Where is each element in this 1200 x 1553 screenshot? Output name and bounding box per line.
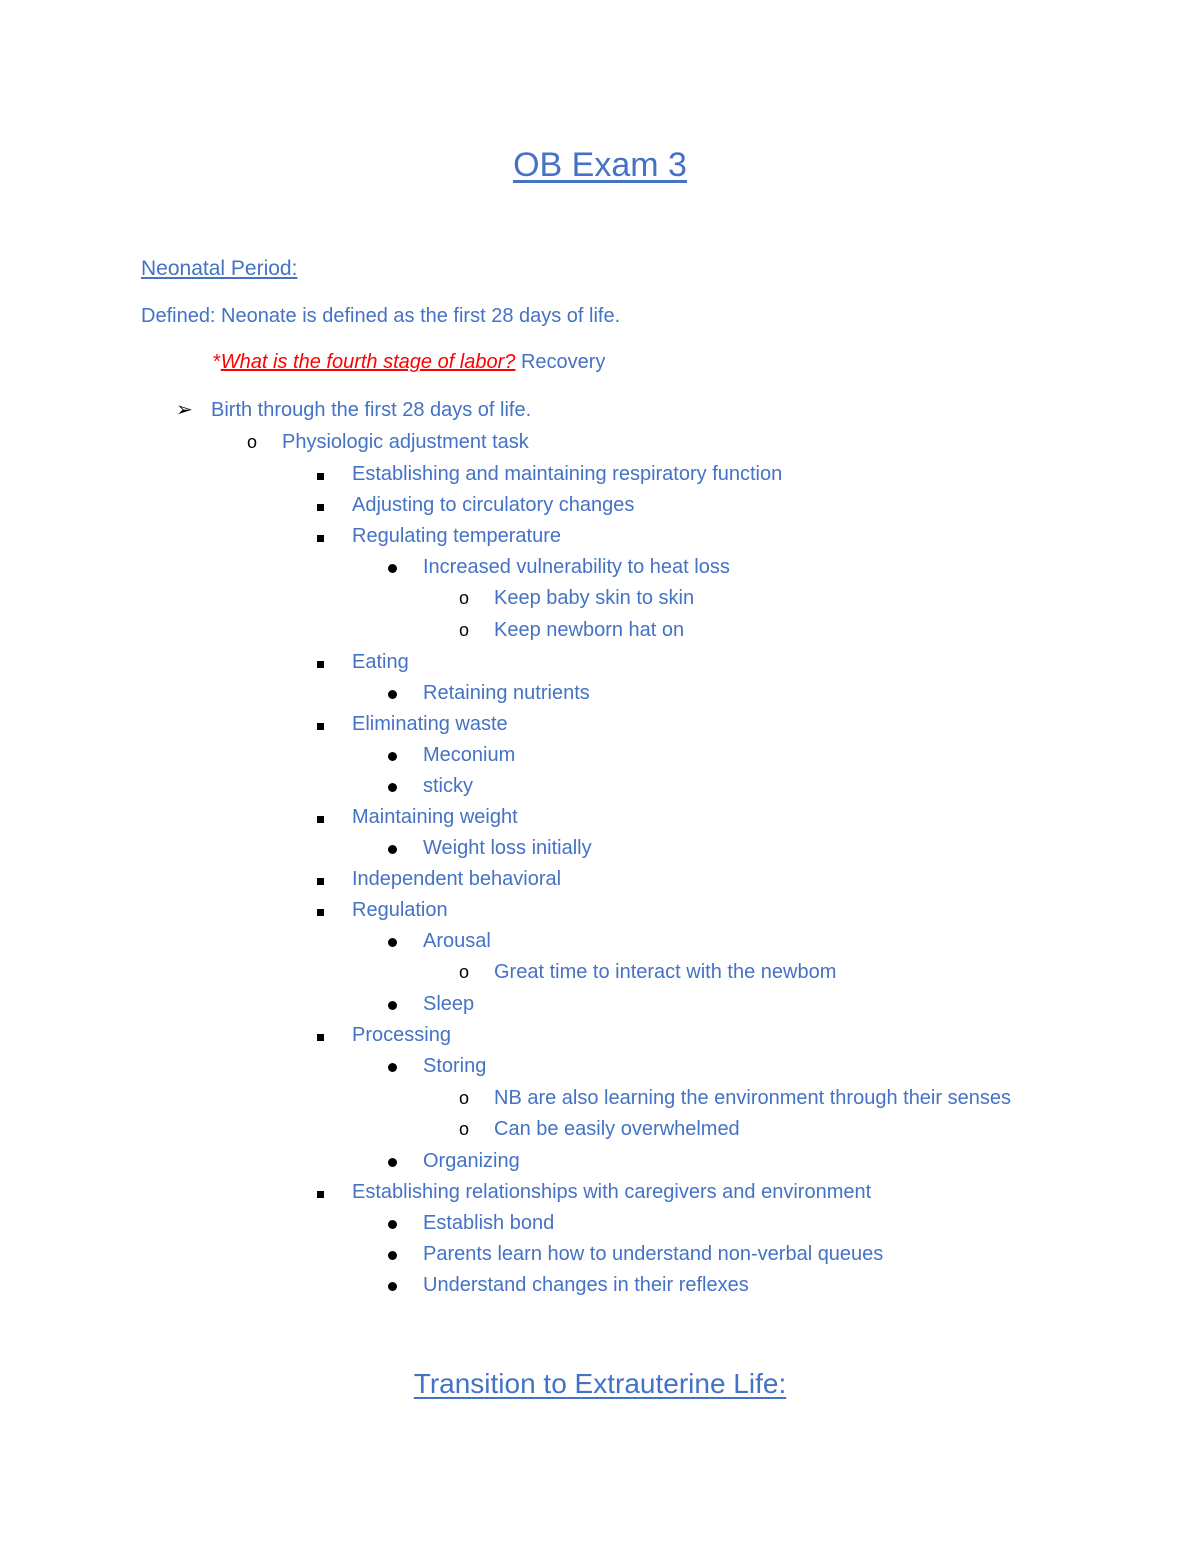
outline-item: Arousal <box>423 930 491 952</box>
outline-item: Can be easily overwhelmed <box>494 1118 740 1140</box>
square-bullet-icon <box>317 805 324 829</box>
outline-item: Eating <box>352 651 409 673</box>
outline-item: Birth through the first 28 days of life. <box>211 399 532 421</box>
square-bullet-icon <box>317 650 324 674</box>
dot-bullet-icon <box>388 929 397 953</box>
outline-item: Organizing <box>423 1150 520 1172</box>
dot-bullet-icon <box>388 1054 397 1078</box>
outline-item: Establishing and maintaining respiratory function <box>352 463 783 485</box>
outline-item: Independent behavioral <box>352 868 562 890</box>
circle-bullet-icon: o <box>459 1119 470 1139</box>
outline-item: Understand changes in their reflexes <box>423 1274 749 1296</box>
dot-bullet-icon <box>388 743 397 767</box>
page-title: OB Exam 3 <box>513 146 687 184</box>
square-bullet-icon <box>317 712 324 736</box>
outline-item: Establish bond <box>423 1212 555 1234</box>
outline-item: Regulation <box>352 899 448 921</box>
square-bullet-icon <box>317 493 324 517</box>
question-prefix: * <box>213 351 221 373</box>
circle-bullet-icon: o <box>459 588 470 608</box>
outline-item: Weight loss initially <box>423 837 592 859</box>
circle-bullet-icon: o <box>247 432 258 452</box>
outline-item: NB are also learning the environment through their senses <box>494 1087 1011 1109</box>
outline-item: sticky <box>423 775 473 797</box>
outline-item: Increased vulnerability to heat loss <box>423 556 730 578</box>
circle-bullet-icon: o <box>459 620 470 640</box>
outline-item: Storing <box>423 1055 487 1077</box>
outline-item: Keep baby skin to skin <box>494 587 695 609</box>
outline-item: Retaining nutrients <box>423 682 590 704</box>
dot-bullet-icon <box>388 992 397 1016</box>
square-bullet-icon <box>317 1023 324 1047</box>
circle-bullet-icon: o <box>459 962 470 982</box>
square-bullet-icon <box>317 1180 324 1204</box>
dot-bullet-icon <box>388 1273 397 1297</box>
outline-item: Regulating temperature <box>352 525 562 547</box>
square-bullet-icon <box>317 524 324 548</box>
dot-bullet-icon <box>388 774 397 798</box>
outline-item: Sleep <box>423 993 475 1015</box>
question-answer: Recovery <box>515 351 606 373</box>
outline-item: Physiologic adjustment task <box>282 431 529 453</box>
outline-item: Great time to interact with the newbom <box>494 961 837 983</box>
dot-bullet-icon <box>388 555 397 579</box>
outline-item: Adjusting to circulatory changes <box>352 494 635 516</box>
section-heading: Neonatal Period: <box>141 257 298 280</box>
dot-bullet-icon <box>388 1149 397 1173</box>
outline-item: Keep newborn hat on <box>494 619 685 641</box>
square-bullet-icon <box>317 898 324 922</box>
dot-bullet-icon <box>388 681 397 705</box>
square-bullet-icon <box>317 462 324 486</box>
outline-item: Maintaining weight <box>352 806 518 828</box>
circle-bullet-icon: o <box>459 1088 470 1108</box>
question-text: What is the fourth stage of labor? <box>220 351 516 373</box>
outline-item: Processing <box>352 1024 451 1046</box>
outline-item: Eliminating waste <box>352 713 508 735</box>
dot-bullet-icon <box>388 836 397 860</box>
outline-item: Establishing relationships with caregivers and environment <box>352 1181 872 1203</box>
dot-bullet-icon <box>388 1211 397 1235</box>
arrow-bullet-icon: ➢ <box>176 399 193 421</box>
next-section-title: Transition to Extrauterine Life: <box>413 1368 787 1399</box>
dot-bullet-icon <box>388 1242 397 1266</box>
square-bullet-icon <box>317 867 324 891</box>
definition-text: Defined: Neonate is defined as the first 28 days of life. <box>141 305 621 327</box>
outline-item: Meconium <box>423 744 516 766</box>
outline-item: Parents learn how to understand non-verbal queues <box>423 1243 884 1265</box>
